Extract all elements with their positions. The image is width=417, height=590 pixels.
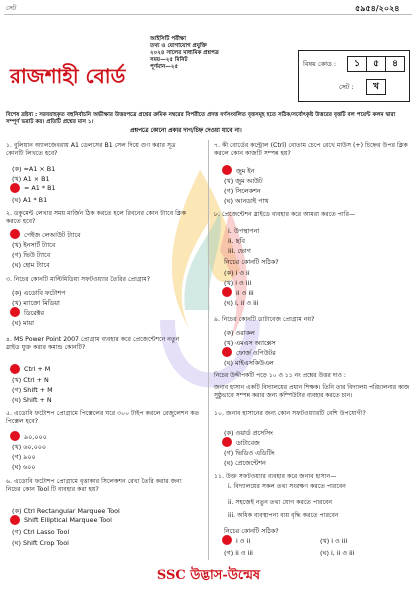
statement: i. বিদ্যালয়ের সকল তথ্য সংরক্ষণ করতে পারবেন xyxy=(228,483,346,490)
option[interactable]: (ক) =A1 × B1 xyxy=(12,165,56,173)
subject-code-label: বিষয় কোড : xyxy=(303,60,337,68)
option-key: ঘ xyxy=(226,359,231,367)
option-key: গ xyxy=(14,251,19,259)
option-key: খ xyxy=(322,537,327,545)
question-body: বুলিয়ান অ্যালজেবরায় A1 ডেলসের B1 সেল দিয়ে গুণ করার সূত্র কোনটি লিখতে হবে? xyxy=(6,142,176,157)
option-text: ফোর্জ ওপিউটর xyxy=(236,349,276,357)
option-text: ওরাকল xyxy=(235,329,255,337)
option[interactable]: (ঘ) Shift Crop Tool xyxy=(12,539,69,547)
question-text: ৭. কী বোর্ডের কন্ট্রোল (Ctrl) বোতাম চেপে রেখে মাউস (+) চিহ্নের উপর ক্লিক করলে কোন কাজটি সম্পন্ন হয়? xyxy=(214,142,408,157)
question-number: ৩ xyxy=(6,276,11,283)
option-key: ক xyxy=(14,289,19,297)
option-text: সিলেকশন xyxy=(235,187,261,195)
statement: iii. ভোগ xyxy=(228,247,251,255)
question-body: এডোবি ফটোশপ প্রোগ্রামে বৃত্তাকার সিলেকশন রেখা তৈরি করার জন্য নিচের কোন Tool টি ব্যবহার করা হয়? xyxy=(6,478,182,493)
option-text: Ctrl + M xyxy=(24,365,51,373)
question-text: ৮. প্রেজেন্টেশন স্লাইডে ব্যবহার করে আমরা করতে পারি— xyxy=(214,211,356,218)
top-rule xyxy=(4,14,412,15)
option-text: হোম ট্যাবে xyxy=(22,261,50,269)
code-digit: ৫ xyxy=(366,56,386,72)
option-key: গ xyxy=(14,386,19,394)
question-body: MS Power Point 2007 প্রোগ্রাম ব্যবহার করে প্রেজেন্টেশনে নতুন স্লাইড যুক্ত করার কমান্ড কোনটি? xyxy=(6,336,180,351)
option-key: ক xyxy=(226,429,231,437)
option[interactable]: (ক) ওয়ার্ড প্রসেসিং xyxy=(224,429,273,437)
option[interactable]: (ঘ) A1 * B1 xyxy=(12,196,48,204)
option[interactable] xyxy=(24,365,50,373)
option[interactable]: (খ) Ctrl + N xyxy=(12,376,49,384)
question-body: নিচের কোনটি ডাটাবেজ প্রোগ্রাম নয়? xyxy=(221,316,315,323)
option[interactable]: (গ) সিলেকশন xyxy=(224,187,261,195)
stem-body: জনাব হাসান একটি বিদ্যালয়ের প্রধান শিক্ষক। তিনি তার বিদ্যালয় পরিচালনার কাজ সুষ্ঠুভাবে সম্পন্ন করার জন্য কম্পিউটার ব্যবহার করতে চান। xyxy=(214,384,410,399)
option[interactable]: (ঘ) আনডাই পাথ xyxy=(224,197,269,205)
option-text: Ctrl + N xyxy=(23,376,49,384)
question-body: ডকুমেন্ট লেখার সময় মার্জিন ঠিক করতে হলে রিবনের কোন ট্যাবে ক্লিক করতে হবে? xyxy=(6,210,187,225)
instruction-text: বিশেষ দ্রষ্টব্য : সরবরাহকৃত বহুনির্বাচনি অভীক্ষার উত্তরপত্রে প্রশ্নের ক্রমিক নম্বরের বিপরীতে প্রদত্ত বর্ণসংবলিত বৃত্তসমূহ হতে সঠিক/সর্বোৎকৃষ্ট উত্তরের বৃত্তটি বল পয়েন্ট কলম দ্বারা সম্পূর্ণ ভরাট কর। প্রতিটি প্রশ্নের মান ১। xyxy=(6,112,396,125)
option-text: i ও iii xyxy=(235,279,252,287)
meta-line: তথ্য ও যোগাযোগ প্রযুক্তি xyxy=(150,42,207,49)
option-text: Shift + N xyxy=(22,396,52,404)
option[interactable]: (গ) ৯০০ xyxy=(12,453,36,461)
option-text: i ও ii xyxy=(236,537,251,545)
option-text: ডিরেক্টর xyxy=(24,309,44,317)
option[interactable]: (গ) Shift + M xyxy=(12,386,53,394)
option-text: ii ও iii xyxy=(236,289,254,297)
option-key: খ xyxy=(226,177,231,185)
option-text: ইনসার্ট ট্যাবে xyxy=(23,241,56,249)
question-text: ১১. উক্ত সফটওয়্যার ব্যবহার করে জনাব হাসান— xyxy=(214,473,337,480)
answer-dot xyxy=(222,437,232,447)
question-text: ১. বুলিয়ান অ্যালজেবরায় A1 ডেলসের B1 সেল দিয়ে গুণ করার সূত্র কোনটি লিখতে হবে? xyxy=(6,142,176,157)
question-text: ৯. নিচের কোনটি ডাটাবেজ প্রোগ্রাম নয়? xyxy=(214,316,315,323)
option[interactable]: (গ) ii ও iii xyxy=(224,549,253,557)
stem-intro: নিচের উদ্দীপকটি পড়ে ১০ ও ১১ নং প্রশ্নের উত্তর দাও : xyxy=(214,372,346,379)
option[interactable]: (ঘ) ৬০০ xyxy=(12,463,36,471)
answer-dot xyxy=(10,307,20,317)
code-digit: ১ xyxy=(347,56,367,72)
option[interactable]: (গ) ভিউ ট্যাবে xyxy=(12,251,51,259)
option-text: A1 * B1 xyxy=(22,196,48,204)
option[interactable]: (খ) ৬০,০০০ xyxy=(12,443,47,451)
meta-line: আইসিটি পরীক্ষা xyxy=(150,36,186,42)
option-text: A1 × B1 xyxy=(23,175,50,183)
option[interactable]: (খ) এমএস অ্যাক্সেস xyxy=(224,339,276,347)
statement: iii. অধিক ব্যবস্থাপনা ব্যয় বৃদ্ধি করতে পারবেন xyxy=(228,512,339,519)
answer-dot xyxy=(222,287,232,297)
option-text: মায়া xyxy=(22,319,35,327)
option-text: ডাটাবেজ xyxy=(236,439,260,447)
option-key: ক xyxy=(14,165,19,173)
option[interactable]: (ঘ) i, ii ও iii xyxy=(320,549,355,557)
option-key: ঘ xyxy=(14,319,19,327)
option[interactable]: (ঘ) Shift + N xyxy=(12,396,52,404)
question-body: এডোবি ফটোশপ প্রোগ্রামে পিক্সেলের ঘরে ৩০০ টাইপ করলে রেজুলেশন কত পিক্সেল হবে? xyxy=(6,410,200,425)
option-text: Shift + M xyxy=(23,386,53,394)
option-key: ক xyxy=(226,269,231,277)
option[interactable]: (ঘ) প্রেজেন্টেশন xyxy=(224,459,266,467)
option-text: এডোবি ফটোশপ xyxy=(23,289,66,297)
option[interactable]: (ঘ) মায়া xyxy=(12,319,35,327)
option[interactable]: (গ) ভিডিও এডিটিং xyxy=(224,449,275,457)
question-text: ২. ডকুমেন্ট লেখার সময় মার্জিন ঠিক করতে হলে রিবনের কোন ট্যাবে ক্লিক করতে হবে? xyxy=(6,210,187,225)
option-key: গ xyxy=(14,528,19,536)
option-text: জুম ইন xyxy=(236,167,255,175)
option-text: এমএস অ্যাক্সেস xyxy=(235,339,276,347)
option-text: =A1 × B1 xyxy=(23,165,56,173)
option-text: জুম আউট xyxy=(235,177,263,185)
option-text: ii ও iii xyxy=(235,549,253,557)
meta-line: পূর্ণমান—২৫ xyxy=(150,63,179,70)
code-digit: ৪ xyxy=(385,56,405,72)
option-key: ঘ xyxy=(14,539,19,547)
option-text: i, ii ও iii xyxy=(234,299,259,307)
statement: i. উপস্থাপনা xyxy=(228,227,260,235)
option[interactable]: (ক) i ও ii xyxy=(224,269,250,277)
option-key: খ xyxy=(14,299,19,307)
answer-dot xyxy=(10,229,20,239)
option-key: গ xyxy=(226,187,231,195)
exam-code: ৫৯৫৪/২০২৪ xyxy=(355,4,400,13)
statement: ii. সহজেই নতুন তথ্য যোগ করতে পারবেন xyxy=(228,499,333,506)
option-key: ঘ xyxy=(14,196,19,204)
option-key: খ xyxy=(14,443,19,451)
question-number: ১ xyxy=(6,142,11,149)
answer-dot xyxy=(10,183,20,193)
option-text: ৯০,০০০ xyxy=(24,433,47,441)
option-key: ঘ xyxy=(226,299,231,307)
option[interactable]: (ক) Ctrl Rectangular Marquee Tool xyxy=(12,507,120,515)
question-number: ৪ xyxy=(6,336,11,343)
option-key: গ xyxy=(226,549,231,557)
option-text: ৯০০ xyxy=(23,453,36,461)
option-text: পেইজ লেআউট ট্যাবে xyxy=(24,231,81,239)
sub-question: নিচের কোনটি সঠিক? xyxy=(224,258,279,266)
option[interactable]: (খ) i ও iii xyxy=(224,279,252,287)
question-text: ৩. নিচের কোনটি মাল্টিমিডিয়া সফটওয়্যার তৈরির প্রোগ্রাম? xyxy=(6,276,151,283)
exam-meta xyxy=(150,36,275,71)
set-box-label: সেট : xyxy=(339,83,354,91)
option-text: ম্যাক্রো মিডিয়া xyxy=(23,299,60,307)
answer-dot xyxy=(222,535,232,545)
option-text: i ও ii xyxy=(235,269,250,277)
question-number: ৫ xyxy=(6,410,11,417)
statement: ii. ছবি xyxy=(228,237,245,245)
option-key: ঘ xyxy=(322,549,327,557)
answer-dot xyxy=(10,515,20,525)
option-text: Ctrl Lasso Tool xyxy=(23,528,70,536)
option-text: ভিডিও এডিটিং xyxy=(235,449,275,457)
option-text: i, ii ও iii xyxy=(330,549,355,557)
option-text: i ও iii xyxy=(331,537,348,545)
question-number: ৭ xyxy=(214,142,219,149)
question-text: ১০. জনাব হাসানের জন্য কোন সফটওয়্যারটি বেশি উপযোগী? xyxy=(214,410,366,417)
option-key: ঘ xyxy=(226,197,231,205)
option[interactable]: (ঘ) i, ii ও iii xyxy=(224,299,259,307)
sub-question: নিচের কোনটি সঠিক? xyxy=(224,527,279,535)
option[interactable] xyxy=(24,516,112,524)
option-key: খ xyxy=(226,279,231,287)
option-key: খ xyxy=(14,175,19,183)
option-key: ক xyxy=(14,507,19,515)
question-text: ৬. এডোবি ফটোশপ প্রোগ্রামে বৃত্তাকার সিলেকশন রেখা তৈরি করার জন্য নিচের কোন Tool টি ব্যবহার করা হয়? xyxy=(6,478,182,493)
question-text: ৪. MS Power Point 2007 প্রোগ্রাম ব্যবহার করে প্রেজেন্টেশনে নতুন স্লাইড যুক্ত করার কমান্ড কোনটি? xyxy=(6,336,180,351)
answer-dot xyxy=(222,165,232,175)
board-title: রাজশাহী বোর্ড xyxy=(10,64,126,88)
option[interactable] xyxy=(24,184,56,192)
option[interactable]: (ঘ) মাইএসকিউএল xyxy=(224,359,274,367)
meta-line: ২০২৪ সালের মাধ্যমিক প্রশ্নপত্র xyxy=(150,49,219,56)
option[interactable]: (ক) ওরাকল xyxy=(224,329,255,337)
option-text: Ctrl Rectangular Marquee Tool xyxy=(23,507,120,515)
question-body: উক্ত সফটওয়্যার ব্যবহার করে জনাব হাসান— xyxy=(225,473,337,480)
option[interactable] xyxy=(236,536,250,547)
option-key: ঘ xyxy=(226,459,231,467)
question-body: কী বোর্ডের কন্ট্রোল (Ctrl) বোতাম চেপে রেখে মাউস (+) চিহ্নের উপর ক্লিক করলে কোন কাজটি সম্পন্ন হয়? xyxy=(214,142,408,157)
option-text: ভিউ ট্যাবে xyxy=(23,251,51,259)
option-text: Shift Crop Tool xyxy=(22,539,69,547)
set-label: সেট xyxy=(6,4,17,12)
question-number: ১০ xyxy=(214,410,223,417)
question-body: নিচের কোনটি মাল্টিমিডিয়া সফটওয়্যার তৈরির প্রোগ্রাম? xyxy=(13,276,151,283)
question-number: ৯ xyxy=(214,316,219,323)
subject-code-box xyxy=(298,50,410,102)
option-key: খ xyxy=(226,339,231,347)
option-key: খ xyxy=(14,241,19,249)
option[interactable]: (গ) Ctrl Lasso Tool xyxy=(12,528,70,536)
option-key: ক xyxy=(226,329,231,337)
option-text: = A1 * B1 xyxy=(24,184,56,192)
question-number: ১১ xyxy=(214,473,223,480)
option-key: ঘ xyxy=(14,261,19,269)
option[interactable]: (ক) এডোবি ফটোশপ xyxy=(12,289,66,297)
answer-dot xyxy=(10,431,20,441)
option-key: ঘ xyxy=(14,463,19,471)
answer-dot xyxy=(10,364,20,374)
option-text: Shift Elliptical Marquee Tool xyxy=(24,516,112,524)
option-text: মাইএসকিউএল xyxy=(234,359,274,367)
option-text: প্রেজেন্টেশন xyxy=(234,459,266,467)
question-number: ৬ xyxy=(6,478,11,485)
question-text: ৫. এডোবি ফটোশপ প্রোগ্রামে পিক্সেলের ঘরে ৩০০ টাইপ করলে রেজুলেশন কত পিক্সেল হবে? xyxy=(6,410,200,425)
option-text: ৬০০ xyxy=(22,463,36,471)
option-key: গ xyxy=(14,453,19,461)
option-key: ঘ xyxy=(14,396,19,404)
option[interactable]: (খ) জুম আউট xyxy=(224,177,263,185)
option-text: ওয়ার্ড প্রসেসিং xyxy=(235,429,273,437)
option[interactable]: (ঘ) হোম ট্যাবে xyxy=(12,261,50,269)
option[interactable]: (খ) A1 × B1 xyxy=(12,175,50,183)
option[interactable]: (খ) ইনসার্ট ট্যাবে xyxy=(12,241,56,249)
option[interactable]: (খ) ম্যাক্রো মিডিয়া xyxy=(12,299,60,307)
set-box-value: খ xyxy=(366,79,386,95)
option[interactable]: (খ) i ও iii xyxy=(320,537,348,545)
question-body: প্রেজেন্টেশন স্লাইডে ব্যবহার করে আমরা করতে পারি— xyxy=(221,211,356,218)
option-text: ৬০,০০০ xyxy=(23,443,47,451)
answer-dot xyxy=(222,347,232,357)
option-key: খ xyxy=(14,376,19,384)
question-number: ২ xyxy=(6,210,11,217)
column-divider xyxy=(208,140,209,560)
footer-brand: SSC উদ্ভাস-উন্মেষ xyxy=(156,568,261,583)
question-body: জনাব হাসানের জন্য কোন সফটওয়্যারটি বেশি উপযোগী? xyxy=(225,410,366,417)
option-text: আনডাই পাথ xyxy=(234,197,269,205)
option-key: গ xyxy=(226,449,231,457)
meta-line: সময়—২৫ মিনিট xyxy=(150,56,188,63)
instruction-text-2: প্রশ্নপত্রে কোনো প্রকার দাগ/চিহ্ন দেওয়া যাবে না। xyxy=(130,128,242,134)
question-number: ৮ xyxy=(214,211,219,218)
